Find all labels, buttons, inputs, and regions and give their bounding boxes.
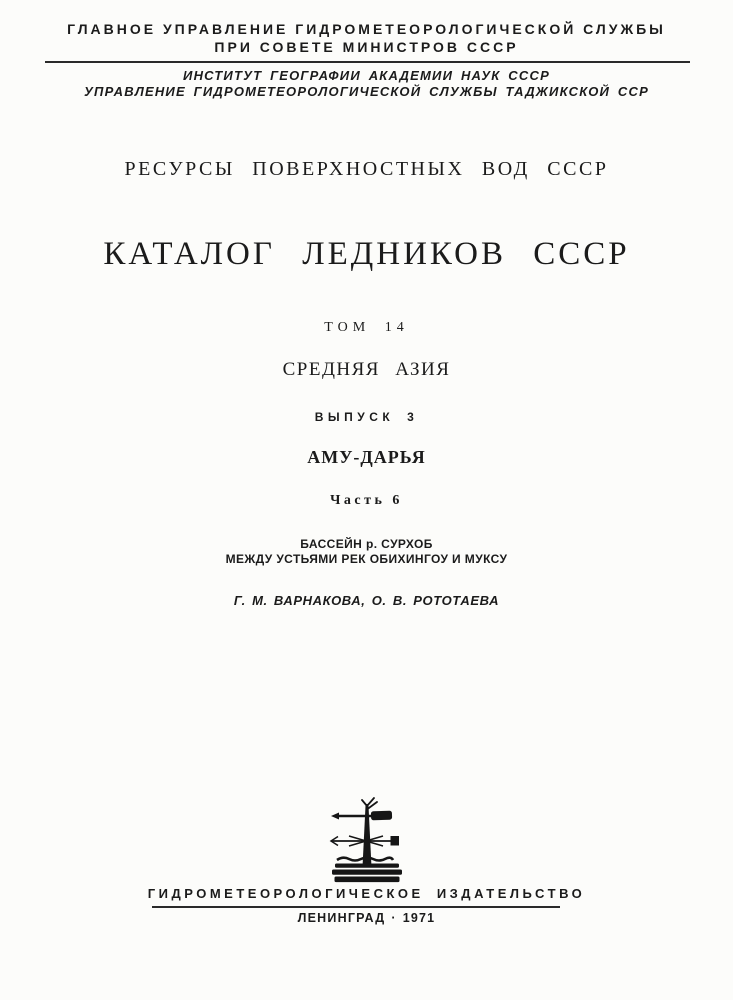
org-line-1: ГЛАВНОЕ УПРАВЛЕНИЕ ГИДРОМЕТЕОРОЛОГИЧЕСКОЙ СЛУЖБЫ [67,21,666,37]
imprint-line [0,911,733,925]
subregion-label: АМУ-ДАРЬЯ [307,447,426,467]
publisher-name: ГИДРОМЕТЕОРОЛОГИЧЕСКОЕ ИЗДАТЕЛЬСТВО [147,886,586,901]
main-title: КАТАЛОГ ЛЕДНИКОВ СССР [103,236,630,272]
publisher-emblem [326,797,408,887]
authors: Г. М. ВАРНАКОВА, О. В. РОТОТАЕВА [233,593,500,608]
region-label: СРЕДНЯЯ АЗИЯ [282,359,451,380]
imprint-separator: · [391,911,397,925]
volume-label: ТОМ 14 [324,320,409,335]
institute-line-1: ИНСТИТУТ ГЕОГРАФИИ АКАДЕМИИ НАУК СССР [183,68,550,83]
imprint-city: ЛЕНИНГРАД [297,911,386,925]
org-line-2: ПРИ СОВЕТЕ МИНИСТРОВ СССР [214,39,519,55]
basin-line-1: БАССЕЙН р. СУРХОБ [300,537,433,551]
imprint-year: 1971 [402,911,436,925]
issue-label: ВЫПУСК 3 [314,410,419,424]
series-title: РЕСУРСЫ ПОВЕРХНОСТНЫХ ВОД СССР [124,158,609,180]
basin-line-2: МЕЖДУ УСТЬЯМИ РЕК ОБИХИНГОУ И МУКСУ [225,552,508,566]
part-label: Часть 6 [330,493,403,508]
footer-divider [152,906,560,908]
header-divider [45,61,690,63]
weather-vane-emblem [326,797,408,887]
institute-line-2: УПРАВЛЕНИЕ ГИДРОМЕТЕОРОЛОГИЧЕСКОЙ СЛУЖБЫ ТАДЖИКСКОЙ ССР [84,84,649,99]
